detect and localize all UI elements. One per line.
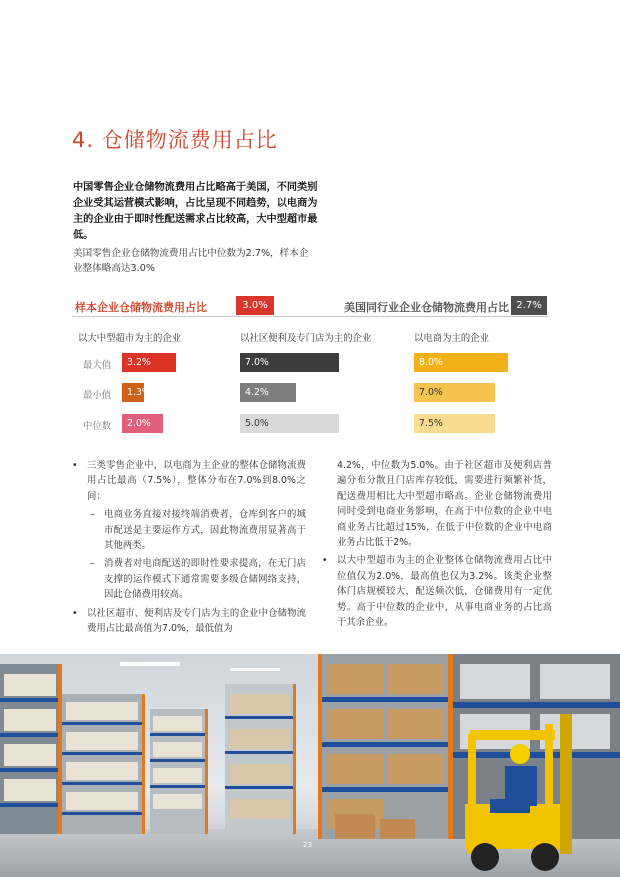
bullet-item bbox=[70, 606, 306, 637]
bullet-item bbox=[70, 458, 306, 504]
bar-supermarket-min: 1.3% bbox=[122, 383, 144, 402]
sub-bullet-text-2: 消费者对电商配送的即时性要求提高，在无门店支撑的运作模式下通常需要多级仓储网络支持，因此仓储费用较高。 bbox=[104, 558, 306, 601]
dash-marker: – bbox=[90, 558, 95, 570]
bar-supermarket-max: 3.2% bbox=[122, 353, 176, 372]
dash-marker: – bbox=[90, 509, 95, 521]
us-share-badge: 2.7% bbox=[511, 296, 547, 315]
divider bbox=[72, 316, 548, 317]
bullet-dot: • bbox=[72, 607, 78, 619]
bullet-dot: • bbox=[322, 555, 328, 567]
us-share-label: 美国同行业企业仓储物流费用占比 bbox=[344, 301, 509, 314]
column-header-ecommerce: 以电商为主的企业 bbox=[414, 333, 490, 344]
intro-bold-text: 中国零售企业仓储物流费用占比略高于美国，不同类别企业受其运营模式影响，占比呈现不同趋势，以电商为主的企业由于即时性配送需求占比较高，大中型超市最低。 bbox=[73, 182, 318, 241]
sub-bullet-item bbox=[70, 507, 306, 553]
sample-share-label: 样本企业仓储物流费用占比 bbox=[75, 301, 207, 314]
bar-ecommerce-median: 7.5% bbox=[414, 414, 495, 433]
sample-share-badge: 3.0% bbox=[236, 296, 274, 315]
row-label-max: 最大值 bbox=[83, 360, 112, 371]
bullet-text-convenience-part2: 4.2%，中位数为5.0%。由于社区超市及便利店普遍分布分散且门店库存较低，需要进行频繁补货，配送费用相比大中型超市略高。企业仓储物流费用同时受到电商业务影响，在高于中位数的企业中电商业务占比超过15%，在低于中位数的企业中电商业务占比低于2%。 bbox=[337, 460, 552, 549]
bar-ecommerce-min: 7.0% bbox=[414, 383, 495, 402]
page-title: 4. 仓储物流费用占比 bbox=[72, 128, 278, 152]
bullet-text-supermarket: 以大中型超市为主的企业整体仓储物流费用占比中位值仅为2.0%，最高值也仅为3.2%。该类企业整体门店规模较大，配送频次低，仓储费用有一定优势。高于中位数的企业中，从事电商业务的占比高于其余企业。 bbox=[337, 555, 552, 629]
sub-bullet-item bbox=[70, 556, 306, 602]
row-label-min: 最小值 bbox=[83, 390, 112, 401]
bullet-text-ecommerce: 三类零售企业中，以电商为主企业的整体仓储物流费用占比最高（7.5%），整体分布在7.0%到8.0%之间： bbox=[87, 460, 306, 502]
column-header-supermarket: 以大中型超市为主的企业 bbox=[78, 333, 182, 344]
bar-convenience-max: 7.0% bbox=[240, 353, 339, 372]
page-number: 23 bbox=[303, 841, 312, 849]
bullet-text-convenience-part1: 以社区超市、便利店及专门店为主的企业中仓储物流费用占比最高值为7.0%，最低值为 bbox=[87, 607, 306, 635]
bullet-item bbox=[320, 553, 552, 630]
column-header-convenience: 以社区便利及专门店为主的企业 bbox=[240, 333, 372, 344]
bullet-dot: • bbox=[72, 460, 78, 471]
bullet-column-left bbox=[70, 458, 306, 639]
bar-supermarket-median: 2.0% bbox=[122, 414, 163, 433]
bar-convenience-median: 5.0% bbox=[240, 414, 339, 433]
row-label-median: 中位数 bbox=[83, 421, 112, 432]
sub-bullet-text-1: 电商业务直接对接终端消费者，仓库到客户的城市配送是主要运作方式，因此物流费用显著高于其他两类。 bbox=[104, 509, 306, 552]
bar-convenience-min: 4.2% bbox=[240, 383, 296, 402]
intro-normal-text: 美国零售企业仓储物流费用占比中位数为2.7%，样本企业整体略高达3.0% bbox=[73, 248, 309, 274]
bullet-column-right bbox=[320, 458, 552, 633]
bar-ecommerce-max: 8.0% bbox=[414, 353, 508, 372]
